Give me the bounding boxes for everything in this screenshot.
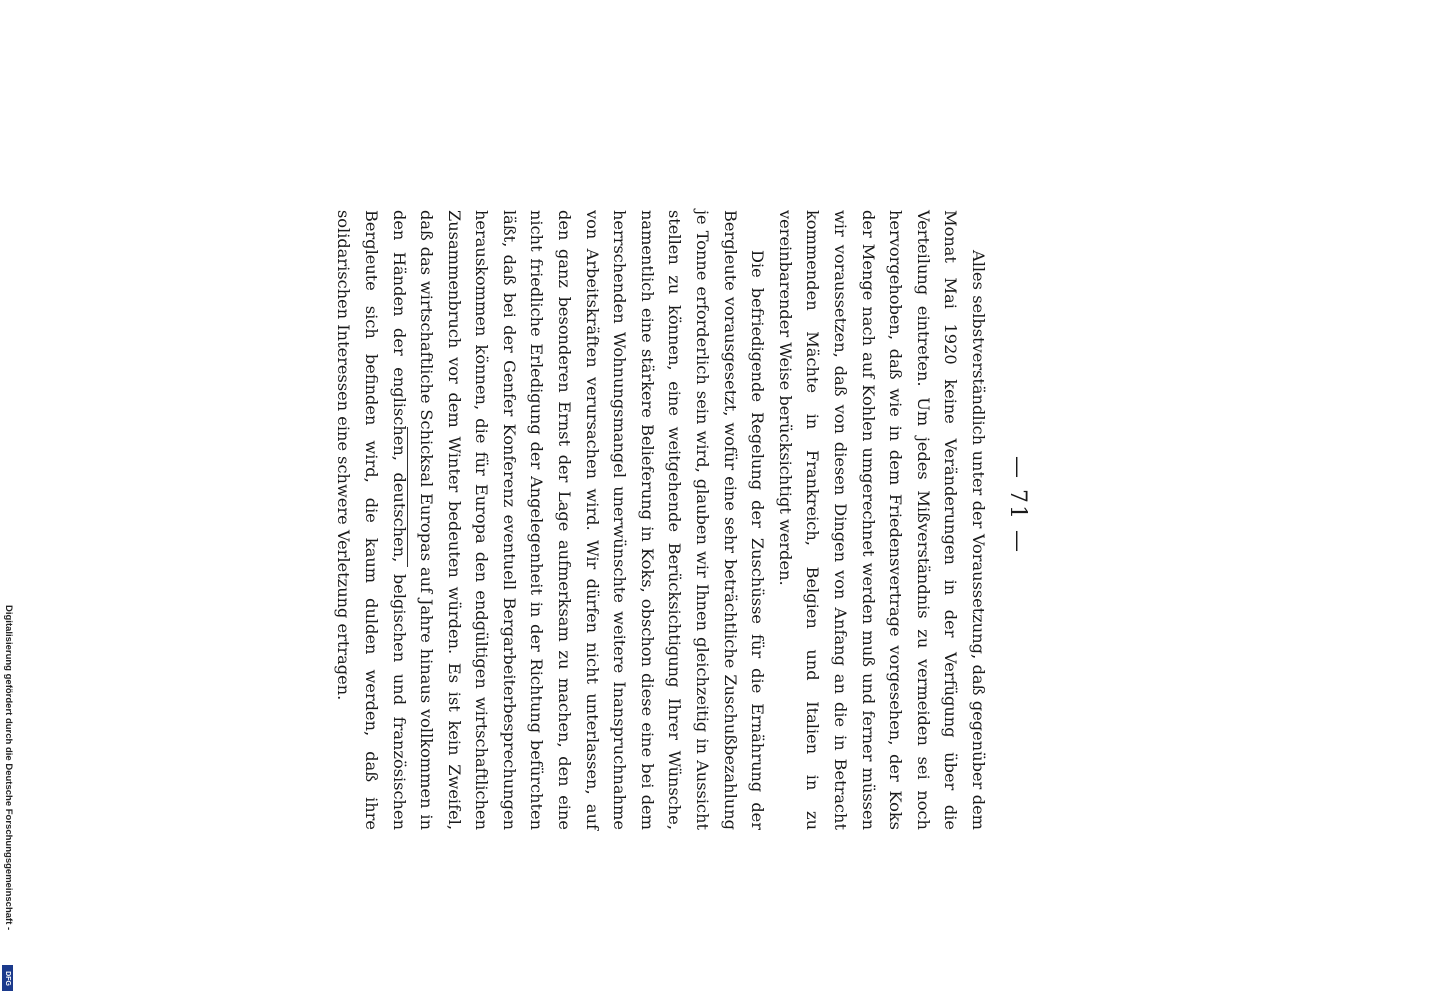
rotated-page (334, 155, 1030, 855)
paragraph-2: Die befriedigende Regelung der Zuschüsse für die Ernährung der Bergleute vorausgesetzt, wofür eine sehr beträchtliche Zuschußbezahlung je Tonne erforderlich sein wird, glauben wir Ihnen gleichzeitig in Aussicht stellen zu können, eine weitgehende Berücksichtigung Ihrer Wünsche, namentlich eine stärkere Belieferung in Koks, obschon diese eine bei dem herrschenden Wohnungsmangel unerwünschte weitere Inanspruchnahme von Arbeitskräften verursachen wird. Wir dürfen nicht unterlassen, auf den ganz besonderen Ernst der Lage aufmerksam zu machen, den eine nicht friedliche Erledigung der Angelegenheit in der Richtung befürchten läßt, daß bei der Genfer Konferenz eventuell Bergarbeiterbesprechungen herauskommen können, die für Europa den endgültigen wirtschaftlichen Zusammenbruch vor dem Winter bedeuten würden. Es ist kein Zweifel, daß das wirtschaftliche Schicksal Europas auf Jahre hinaus vollkommen in den Händen der englischen, deutschen, belgischen und französischen Bergleute sich befinden wird, die kaum dulden werden, daß ihre solidarischen Interessen eine schwere Verletzung ertragen. (334, 210, 768, 830)
separator-rule (407, 427, 408, 567)
document-body (330, 210, 992, 830)
page-number: — 71 — (1005, 456, 1030, 554)
dfg-logo-text: DFG (4, 970, 11, 986)
credit-text: Digitalisierung gefördert durch die Deutsche Forschungsgemeinschaft - (3, 605, 14, 931)
dfg-logo (2, 965, 13, 991)
digitization-credit (0, 605, 14, 1000)
paragraph-1: Alles selbstverständlich unter der Voraussetzung, daß gegenüber dem Monat Mai 1920 keine Veränderungen in der Verfügung über die Verteilung eintreten. Um jedes Mißverständnis zu vermeiden sei noch hervorgehoben, daß wie in dem Friedensvertrage vorgesehen, der Koks der Menge nach auf Kohlen umgerechnet werden muß und ferner müssen wir voraussetzen, daß von diesen Dingen von Anfang an die in Betracht kommenden Mächte in Frankreich, Belgien und Italien in zu vereinbarender Weise berücksichtigt werden. (775, 210, 988, 830)
